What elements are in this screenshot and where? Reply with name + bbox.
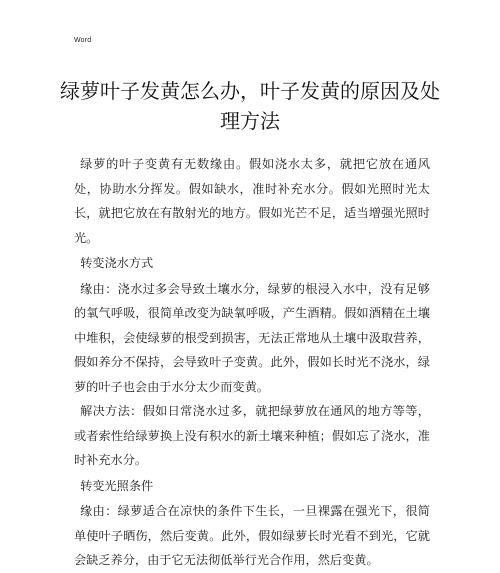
paragraph-light-cause: 缘由：绿萝适合在凉快的条件下生长，一旦裸露在强光下，很简单使叶子晒伤，然后变黄。此外，假如绿萝长时光看不到光，它就会缺乏养分，由于它无法彻低举行光合作用，然后变黄。 — [74, 504, 430, 567]
document-body — [74, 152, 430, 573]
section-heading-watering: 转变浇水方式 — [80, 256, 154, 270]
paragraph-watering-cause: 缘由：浇水过多会导致土壤水分，绿萝的根浸入水中，没有足够的氧气呼吸，很简单改变为缺氧呼吸，产生酒精。假如酒精在土壤中堆积，会使绿萝的根受到损害，无法正常地从土壤中汲取营养，假如养分不保持，会导致叶子变黄。此外，假如长时光不浇水，绿萝的叶子也会由于水分太少而变黄。 — [74, 281, 430, 394]
paragraph-intro: 绿萝的叶子变黄有无数缘由。假如浇水太多，就把它放在通风处，协助水分挥发。假如缺水，准时补充水分。假如光照时光太长，就把它放在有散射光的地方。假如光芒不足，适当增强光照时光。 — [74, 157, 430, 245]
document-header-label: Word — [74, 37, 92, 44]
section-heading-light: 转变光照条件 — [80, 478, 154, 493]
document-title: 绿萝叶子发黄怎么办，叶子发黄的原因及处理方法 — [60, 79, 440, 133]
paragraph-watering-solution: 解决方法：假如日常浇水过多，就把绿萝放在通风的地方等等，或者索性给绿萝换上没有积水的新土壤来种植；假如忘了浇水，准时补充水分。 — [74, 404, 430, 467]
